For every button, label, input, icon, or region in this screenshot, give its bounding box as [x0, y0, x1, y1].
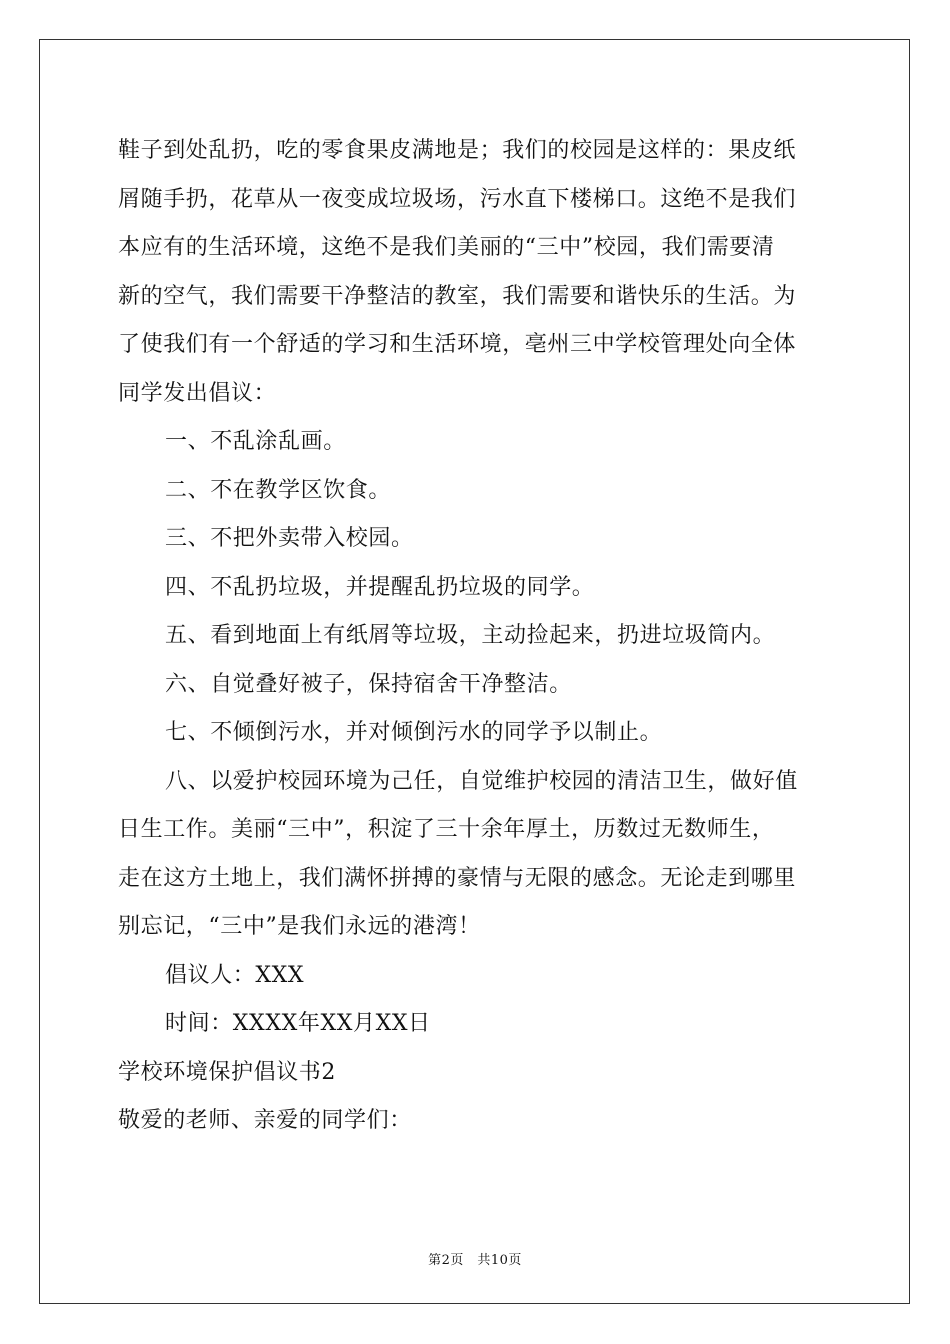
paragraph-eight-line: 走在这方土地上，我们满怀拼搏的豪情与无限的感念。无论走到哪里: [118, 865, 797, 891]
proposal-item: 三、不把外卖带入校园。: [165, 526, 414, 551]
intro-line: 同学发出倡议：: [118, 380, 277, 406]
document-body: [118, 127, 834, 1146]
proposal-item: 一、不乱涂乱画。: [165, 429, 346, 454]
proposal-item: 七、不倾倒污水，并对倾倒污水的同学予以制止。: [165, 720, 663, 745]
paragraph-eight-line: 日生工作。美丽“三中”，积淀了三十余年厚土，历数过无数师生，: [118, 817, 775, 842]
salutation: 敬爱的老师、亲爱的同学们：: [118, 1108, 412, 1133]
intro-line: 屑随手扔，花草从一夜变成垃圾场，污水直下楼梯口。这绝不是我们: [118, 186, 797, 212]
section-title: 学校环境保护倡议书2: [118, 1059, 336, 1085]
proposal-item-eight: 八、以爱护校园环境为己任，自觉维护校园的清洁卫生，做好值: [165, 768, 798, 794]
intro-line: 本应有的生活环境，这绝不是我们美丽的“三中”校园，我们需要清: [118, 235, 775, 260]
proposal-item: 二、不在教学区饮食。: [165, 477, 392, 503]
intro-line: 鞋子到处乱扔，吃的零食果皮满地是；我们的校园是这样的：果皮纸: [118, 138, 797, 163]
intro-line: 了使我们有一个舒适的学习和生活环境，亳州三中学校管理处向全体: [118, 332, 797, 357]
proposal-item: 四、不乱扔垃圾，并提醒乱扔垃圾的同学。: [165, 574, 595, 600]
paragraph-eight-line: 别忘记，“三中”是我们永远的港湾！: [118, 914, 481, 939]
proposer-signature: 倡议人：XXX: [165, 962, 305, 988]
proposal-item: 五、看到地面上有纸屑等垃圾，主动捡起来，扔进垃圾筒内。: [165, 623, 776, 648]
page-footer: 第2页 共10页: [428, 1253, 522, 1268]
signature-date: 时间：XXXX年XX月XX日: [165, 1011, 431, 1036]
intro-line: 新的空气，我们需要干净整洁的教室，我们需要和谐快乐的生活。为: [118, 283, 797, 309]
proposal-item: 六、自觉叠好被子，保持宿舍干净整洁。: [165, 671, 572, 697]
